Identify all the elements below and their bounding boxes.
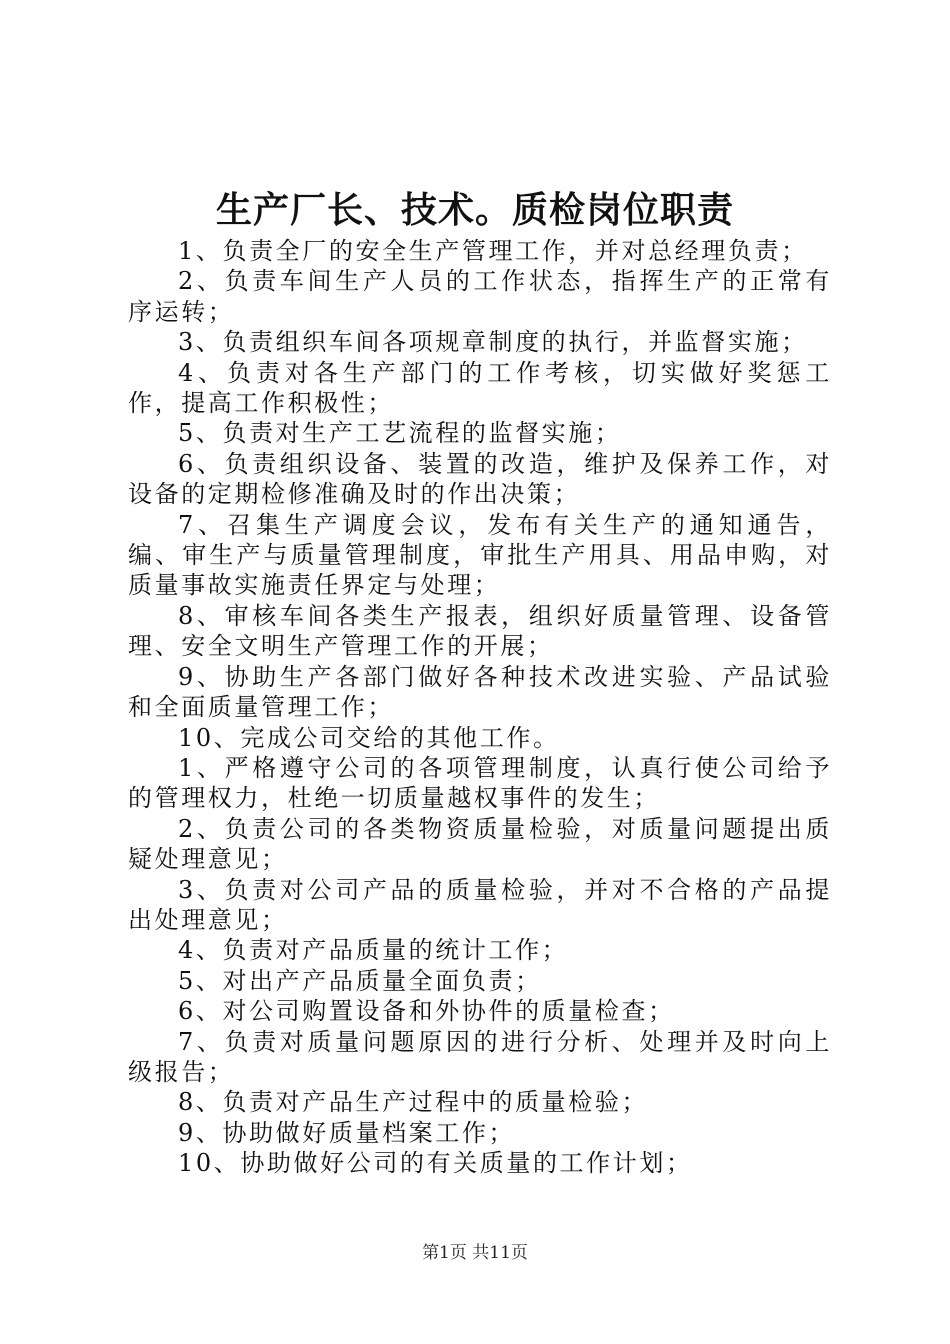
paragraph: 8、负责对产品生产过程中的质量检验； <box>178 1088 649 1117</box>
page-number-footer: 第1页 共11页 <box>422 1243 528 1263</box>
paragraph: 2、负责公司的各类物资质量检验，对质量问题提出质疑处理意见； <box>128 814 832 874</box>
paragraph: 1、严格遵守公司的各项管理制度，认真行使公司给予的管理权力，杜绝一切质量越权事件的发生； <box>128 753 832 813</box>
paragraph: 7、召集生产调度会议，发布有关生产的通知通告，编、审生产与质量管理制度，审批生产用具、用品申购，对质量事故实施责任界定与处理； <box>128 510 832 600</box>
paragraph: 8、审核车间各类生产报表，组织好质量管理、设备管理、安全文明生产管理工作的开展； <box>128 601 832 661</box>
paragraph: 4、负责对各生产部门的工作考核，切实做好奖惩工作，提高工作积极性； <box>128 358 832 418</box>
paragraph: 6、对公司购置设备和外协件的质量检查； <box>178 997 675 1026</box>
paragraph: 10、完成公司交给的其他工作。 <box>178 723 560 752</box>
paragraph: 3、负责组织车间各项规章制度的执行，并监督实施； <box>178 328 808 357</box>
paragraph: 10、协助做好公司的有关质量的工作计划； <box>178 1149 693 1178</box>
paragraph: 1、负责全厂的安全生产管理工作，并对总经理负责； <box>178 237 808 265</box>
paragraph: 7、负责对质量问题原因的进行分析、处理并及时向上级报告； <box>128 1027 832 1086</box>
document-body <box>128 236 832 1179</box>
document-title: 生产厂长、技术。质检岗位职责 <box>215 189 734 231</box>
paragraph: 9、协助做好质量档案工作； <box>178 1118 516 1147</box>
paragraph: 3、负责对公司产品的质量检验，并对不合格的产品提出处理意见； <box>128 875 832 934</box>
paragraph: 4、负责对产品质量的统计工作； <box>178 936 569 965</box>
paragraph: 5、负责对生产工艺流程的监督实施； <box>178 419 622 448</box>
paragraph: 9、协助生产各部门做好各种技术改进实验、产品试验和全面质量管理工作； <box>128 662 832 722</box>
paragraph: 5、对出产产品质量全面负责； <box>178 966 542 995</box>
paragraph: 6、负责组织设备、装置的改造，维护及保养工作，对设备的定期检修准确及时的作出决策； <box>128 449 832 509</box>
paragraph: 2、负责车间生产人员的工作状态，指挥生产的正常有序运转； <box>128 267 832 326</box>
